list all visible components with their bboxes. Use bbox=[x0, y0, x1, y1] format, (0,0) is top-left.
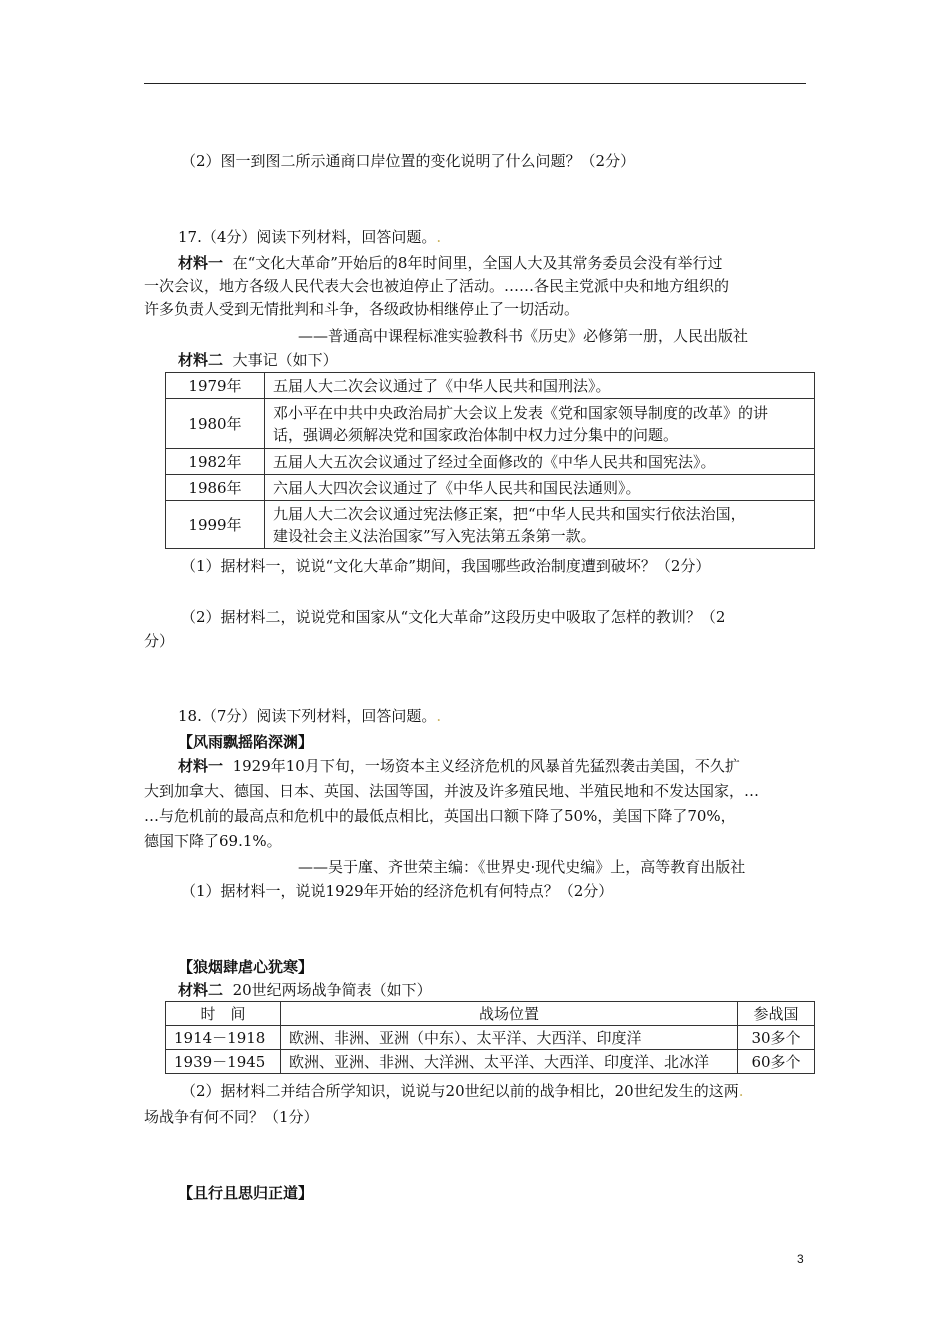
event-year: 1986年 bbox=[166, 475, 265, 501]
page-number: 3 bbox=[797, 1252, 804, 1266]
q18-header: 18.（7分）阅读下列材料，回答问题。. bbox=[178, 707, 442, 725]
table-row bbox=[166, 1002, 815, 1026]
q18-sub2-line1: （2）据材料二并结合所学知识，说说与20世纪以前的战争相比，20世纪发生的这两. bbox=[181, 1082, 744, 1100]
table-row bbox=[166, 1050, 815, 1074]
header-count: 参战国 bbox=[738, 1002, 815, 1026]
q18-section-3: 【且行且思归正道】 bbox=[178, 1184, 314, 1202]
table-row bbox=[166, 501, 815, 549]
q17-m1-line2: 一次会议，地方各级人民代表大会也被迫停止了活动。……各民主党派中央和地方组织的 bbox=[144, 277, 730, 295]
table-row bbox=[166, 475, 815, 501]
table-row bbox=[166, 399, 815, 449]
q18-section-1: 【风雨飘摇陷深渊】 bbox=[178, 733, 314, 751]
q16-sub2: （2）图一到图二所示通商口岸位置的变化说明了什么问题？（2分） bbox=[181, 152, 636, 170]
event-year: 1982年 bbox=[166, 449, 265, 475]
header-places: 战场位置 bbox=[281, 1002, 738, 1026]
q18-section-2: 【狼烟肆虐心犹寒】 bbox=[178, 958, 314, 976]
war-places: 欧洲、非洲、亚洲（中东）、太平洋、大西洋、印度洋 bbox=[281, 1026, 738, 1050]
event-text: 邓小平在中共中央政治局扩大会议上发表《党和国家领导制度的改革》的讲 话，强调必须解决党和国家政治体制中权力过分集中的问题。 bbox=[265, 399, 815, 449]
q17-sub1: （1）据材料一，说说“文化大革命”期间，我国哪些政治制度遭到破坏？（2分） bbox=[181, 557, 711, 575]
header-rule bbox=[144, 83, 806, 84]
q17-sub2-line2: 分） bbox=[144, 632, 175, 650]
event-year: 1979年 bbox=[166, 373, 265, 399]
q18-m1-source: ——吴于廑、齐世荣主编：《世界史·现代史编》上，高等教育出版社 bbox=[298, 858, 746, 876]
q17-sub2-line1: （2）据材料二，说说党和国家从“文化大革命”这段历史中吸取了怎样的教训？（2 bbox=[181, 608, 726, 626]
q18-sub1: （1）据材料一，说说1929年开始的经济危机有何特点？（2分） bbox=[181, 882, 614, 900]
q18-sub2-line2: 场战争有何不同？（1分） bbox=[144, 1108, 319, 1126]
q18-m1-line4: 德国下降了69.1%。 bbox=[144, 832, 282, 850]
header-period: 时 间 bbox=[166, 1002, 281, 1026]
event-text: 五届人大二次会议通过了《中华人民共和国刑法》。 bbox=[265, 373, 815, 399]
war-period: 1939－1945 bbox=[166, 1050, 281, 1074]
war-count: 60多个 bbox=[738, 1050, 815, 1074]
event-text: 九届人大二次会议通过宪法修正案，把“中华人民共和国实行依法治国， 建设社会主义法治国家”写入宪法第五条第一款。 bbox=[265, 501, 815, 549]
q18-m1-line1: 材料一 1929年10月下旬，一场资本主义经济危机的风暴首先猛烈袭击美国，不久扩 bbox=[178, 757, 740, 775]
q18-m1-line2: 大到加拿大、德国、日本、英国、法国等国，并波及许多殖民地、半殖民地和不发达国家，… bbox=[144, 782, 760, 800]
war-period: 1914－1918 bbox=[166, 1026, 281, 1050]
table-row bbox=[166, 373, 815, 399]
q18-m1-line3: …与危机前的最高点和危机中的最低点相比，英国出口额下降了50%，美国下降了70%， bbox=[144, 807, 736, 825]
war-count: 30多个 bbox=[738, 1026, 815, 1050]
event-text: 六届人大四次会议通过了《中华人民共和国民法通则》。 bbox=[265, 475, 815, 501]
q18-m2-title: 材料二 20世纪两场战争简表（如下） bbox=[178, 981, 432, 999]
event-year: 1980年 bbox=[166, 399, 265, 449]
events-table bbox=[165, 372, 815, 549]
q17-m2-title: 材料二 大事记（如下） bbox=[178, 351, 338, 369]
q17-m1-line3: 许多负责人受到无情批判和斗争，各级政协相继停止了一切活动。 bbox=[144, 300, 580, 318]
event-year: 1999年 bbox=[166, 501, 265, 549]
q17-m1-line1: 材料一 在“文化大革命”开始后的8年时间里，全国人大及其常务委员会没有举行过 bbox=[178, 254, 723, 272]
table-row bbox=[166, 449, 815, 475]
event-text: 五届人大五次会议通过了经过全面修改的《中华人民共和国宪法》。 bbox=[265, 449, 815, 475]
q17-m1-source: ——普通高中课程标准实验教科书《历史》必修第一册，人民出版社 bbox=[298, 327, 749, 345]
table-row bbox=[166, 1026, 815, 1050]
q17-header: 17.（4分）阅读下列材料，回答问题。. bbox=[178, 228, 442, 246]
wars-table bbox=[165, 1001, 815, 1074]
war-places: 欧洲、亚洲、非洲、大洋洲、太平洋、大西洋、印度洋、北冰洋 bbox=[281, 1050, 738, 1074]
